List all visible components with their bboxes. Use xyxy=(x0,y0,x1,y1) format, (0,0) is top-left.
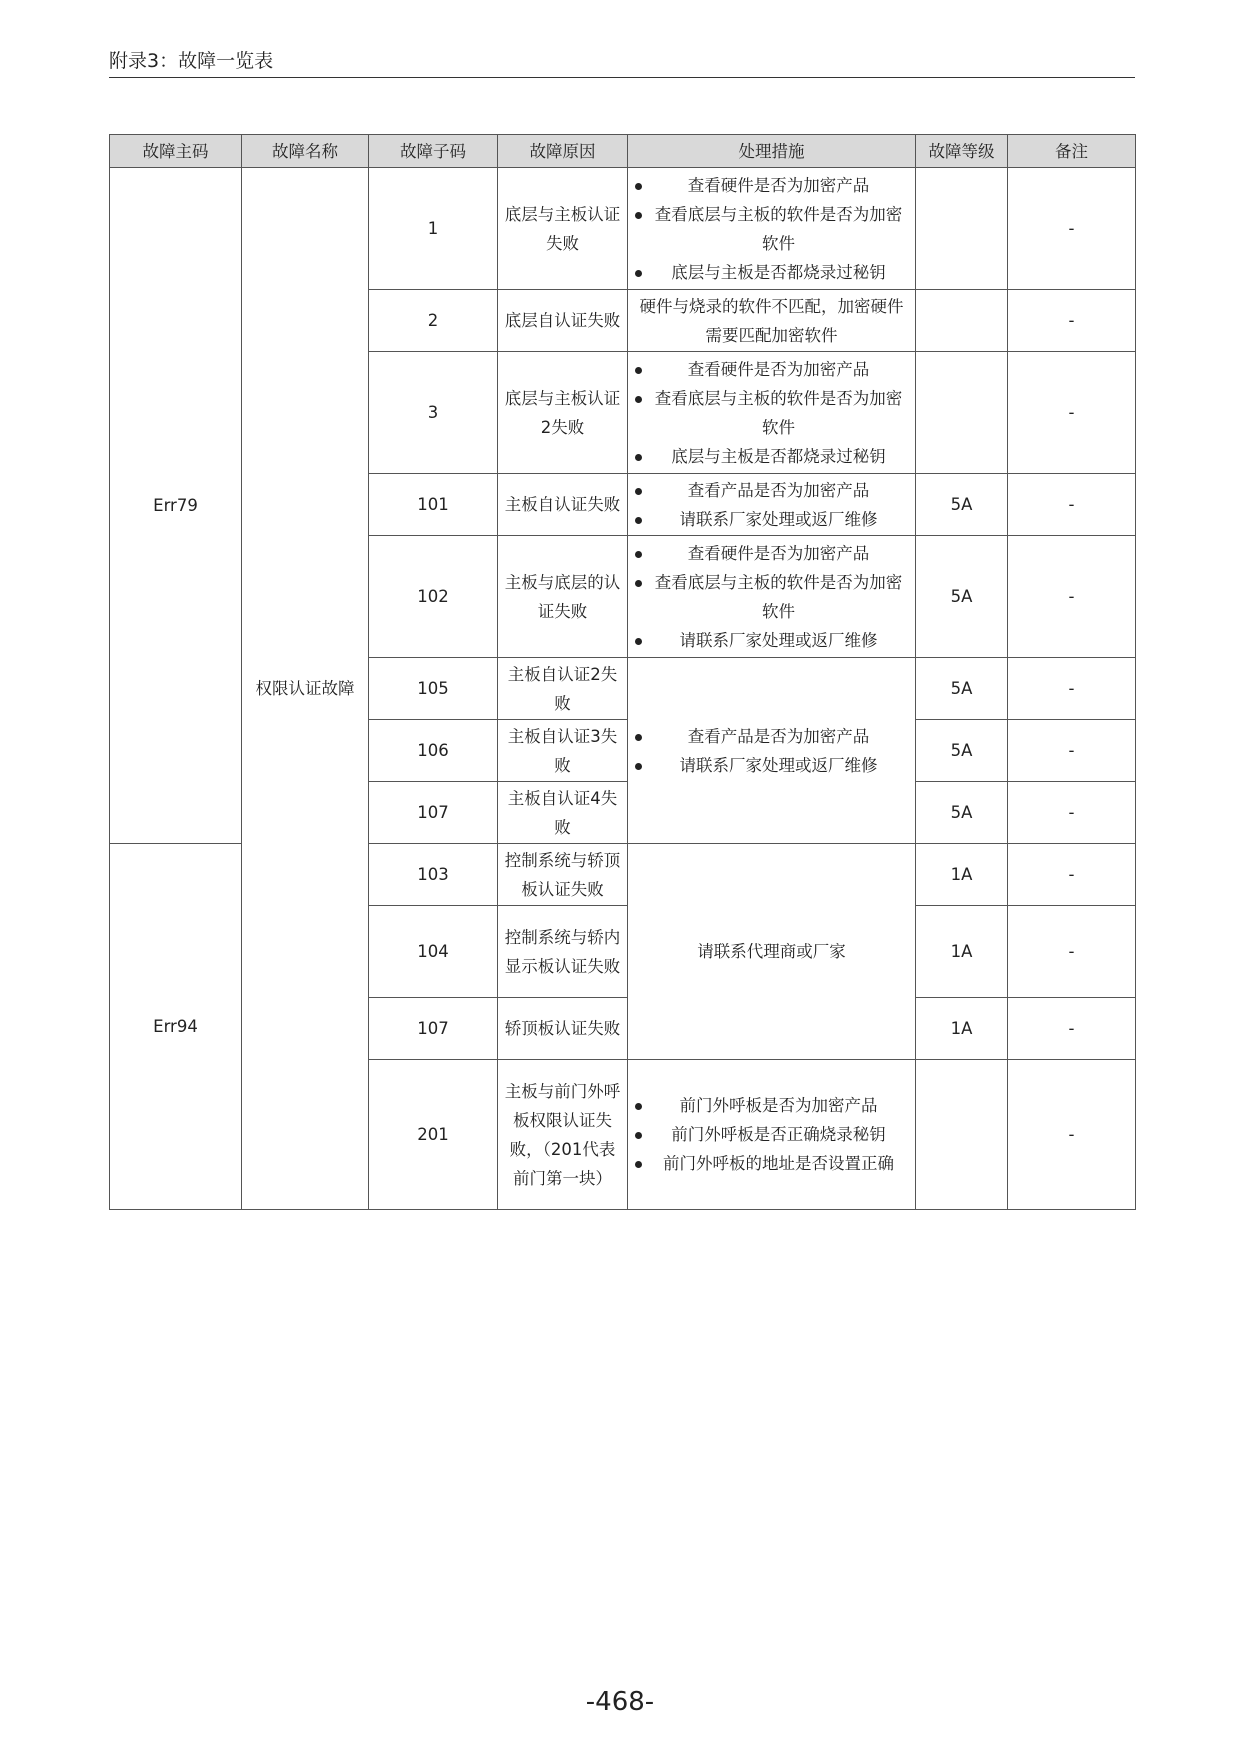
col-header-measures: 处理措施 xyxy=(628,135,916,168)
sub-code-cell: 1 xyxy=(369,168,498,290)
measure-item: 前门外呼板的地址是否设置正确 xyxy=(634,1149,909,1178)
measure-item: 请联系厂家处理或返厂维修 xyxy=(634,505,909,534)
remark-cell: - xyxy=(1008,658,1136,720)
remark-cell: - xyxy=(1008,352,1136,474)
main-code-cell: Err79 xyxy=(110,168,242,844)
measure-item: 查看硬件是否为加密产品 xyxy=(634,171,909,200)
col-header-level: 故障等级 xyxy=(916,135,1008,168)
sub-code-cell: 201 xyxy=(369,1060,498,1210)
measure-item: 查看底层与主板的软件是否为加密软件 xyxy=(634,200,909,258)
level-cell: 1A xyxy=(916,906,1008,998)
remark-cell: - xyxy=(1008,998,1136,1060)
measure-item: 底层与主板是否都烧录过秘钥 xyxy=(634,442,909,471)
level-cell: 1A xyxy=(916,998,1008,1060)
measures-cell-merged xyxy=(628,658,916,844)
measure-item: 前门外呼板是否为加密产品 xyxy=(634,1091,909,1120)
sub-code-cell: 106 xyxy=(369,720,498,782)
measure-item: 请联系厂家处理或返厂维修 xyxy=(634,751,909,780)
measures-cell xyxy=(628,474,916,536)
measures-cell xyxy=(628,1060,916,1210)
page-number: -468- xyxy=(585,1687,655,1717)
level-cell: 5A xyxy=(916,536,1008,658)
sub-code-cell: 105 xyxy=(369,658,498,720)
remark-cell: - xyxy=(1008,536,1136,658)
fault-table xyxy=(109,134,1136,1210)
cause-cell: 底层自认证失败 xyxy=(498,290,628,352)
main-code-cell: Err94 xyxy=(110,844,242,1210)
measure-item: 查看底层与主板的软件是否为加密软件 xyxy=(634,384,909,442)
sub-code-cell: 3 xyxy=(369,352,498,474)
cause-cell: 底层与主板认证2失败 xyxy=(498,352,628,474)
table-header-row xyxy=(110,135,1136,168)
measures-cell xyxy=(628,536,916,658)
cause-cell: 主板与底层的认证失败 xyxy=(498,536,628,658)
level-cell: 5A xyxy=(916,782,1008,844)
measures-cell xyxy=(628,168,916,290)
level-cell: 5A xyxy=(916,474,1008,536)
level-cell xyxy=(916,290,1008,352)
level-cell xyxy=(916,168,1008,290)
sub-code-cell: 102 xyxy=(369,536,498,658)
remark-cell: - xyxy=(1008,290,1136,352)
sub-code-cell: 103 xyxy=(369,844,498,906)
level-cell: 5A xyxy=(916,720,1008,782)
level-cell: 1A xyxy=(916,844,1008,906)
col-header-remark: 备注 xyxy=(1008,135,1136,168)
remark-cell: - xyxy=(1008,474,1136,536)
measures-cell: 硬件与烧录的软件不匹配，加密硬件需要匹配加密软件 xyxy=(628,290,916,352)
measure-item: 查看硬件是否为加密产品 xyxy=(634,539,909,568)
cause-cell: 主板自认证3失败 xyxy=(498,720,628,782)
remark-cell: - xyxy=(1008,1060,1136,1210)
measure-item: 查看硬件是否为加密产品 xyxy=(634,355,909,384)
cause-cell: 主板自认证4失败 xyxy=(498,782,628,844)
sub-code-cell: 107 xyxy=(369,998,498,1060)
cause-cell: 控制系统与轿内显示板认证失败 xyxy=(498,906,628,998)
measure-item: 前门外呼板是否正确烧录秘钥 xyxy=(634,1120,909,1149)
measure-item: 请联系厂家处理或返厂维修 xyxy=(634,626,909,655)
cause-cell: 底层与主板认证失败 xyxy=(498,168,628,290)
measure-item: 查看底层与主板的软件是否为加密软件 xyxy=(634,568,909,626)
measure-item: 查看产品是否为加密产品 xyxy=(634,722,909,751)
table-row xyxy=(110,168,1136,290)
col-header-sub-code: 故障子码 xyxy=(369,135,498,168)
level-cell xyxy=(916,1060,1008,1210)
cause-cell: 轿顶板认证失败 xyxy=(498,998,628,1060)
sub-code-cell: 101 xyxy=(369,474,498,536)
col-header-main-code: 故障主码 xyxy=(110,135,242,168)
measure-item: 查看产品是否为加密产品 xyxy=(634,476,909,505)
remark-cell: - xyxy=(1008,720,1136,782)
measure-item: 底层与主板是否都烧录过秘钥 xyxy=(634,258,909,287)
sub-code-cell: 2 xyxy=(369,290,498,352)
col-header-fault-name: 故障名称 xyxy=(242,135,369,168)
level-cell xyxy=(916,352,1008,474)
sub-code-cell: 104 xyxy=(369,906,498,998)
cause-cell: 主板自认证失败 xyxy=(498,474,628,536)
cause-cell: 主板与前门外呼板权限认证失败，（201代表前门第一块） xyxy=(498,1060,628,1210)
fault-name-cell: 权限认证故障 xyxy=(242,168,369,1210)
remark-cell: - xyxy=(1008,906,1136,998)
col-header-cause: 故障原因 xyxy=(498,135,628,168)
remark-cell: - xyxy=(1008,844,1136,906)
remark-cell: - xyxy=(1008,168,1136,290)
cause-cell: 控制系统与轿顶板认证失败 xyxy=(498,844,628,906)
header-divider xyxy=(109,77,1135,78)
measures-cell xyxy=(628,352,916,474)
level-cell: 5A xyxy=(916,658,1008,720)
remark-cell: - xyxy=(1008,782,1136,844)
measures-cell-merged: 请联系代理商或厂家 xyxy=(628,844,916,1060)
page-header-title: 附录3：故障一览表 xyxy=(109,50,274,72)
cause-cell: 主板自认证2失败 xyxy=(498,658,628,720)
sub-code-cell: 107 xyxy=(369,782,498,844)
